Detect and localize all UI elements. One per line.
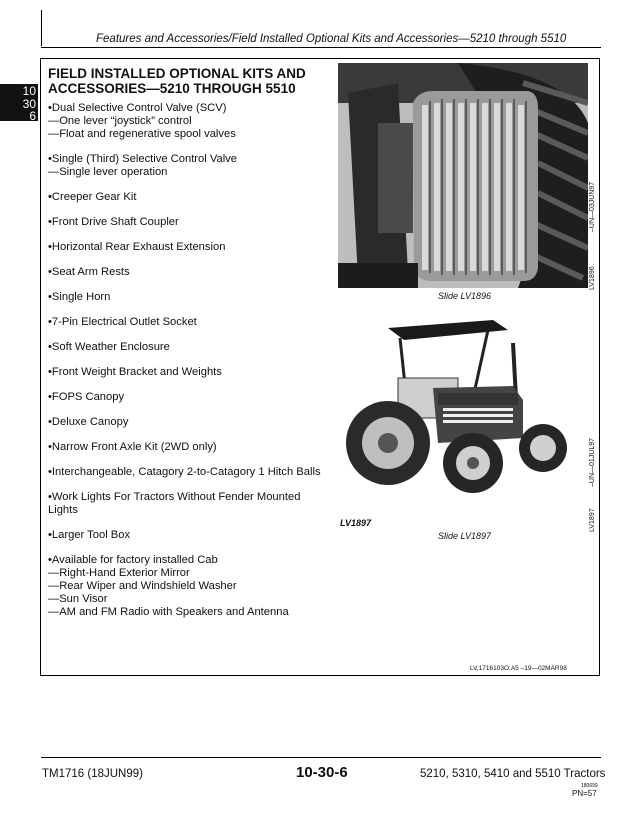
figure-caption: Slide LV1897: [438, 531, 492, 541]
section-title: [48, 66, 328, 96]
page-number: 10-30-6: [296, 764, 348, 781]
list-item-text: •Larger Tool Box: [48, 529, 131, 541]
list-item: [48, 341, 328, 354]
list-item: [48, 153, 328, 179]
manual-number: TM1716 (18JUN99): [42, 768, 143, 780]
figure-code: –UN—03JUN97: [589, 181, 596, 232]
list-item-text: •Deluxe Canopy: [48, 416, 129, 428]
list-item: [48, 391, 328, 404]
list-item-text: •FOPS Canopy: [48, 391, 125, 403]
list-item-text: •Work Lights For Tractors Without Fender Mounted: [48, 491, 301, 503]
list-item-subtext: —Rear Wiper and Windshield Washer: [48, 580, 237, 592]
list-item: [48, 554, 328, 619]
inset-label: LV1897: [340, 518, 372, 528]
title-line: FIELD INSTALLED OPTIONAL KITS AND: [48, 66, 306, 81]
list-item-subtext: —One lever “joystick” control: [48, 115, 192, 127]
list-item: [48, 366, 328, 379]
list-item-text: •Front Weight Bracket and Weights: [48, 366, 222, 378]
list-item-text: •Seat Arm Rests: [48, 266, 130, 278]
list-item: [48, 291, 328, 304]
running-header: Features and Accessories/Field Installed Optional Kits and Accessories—5210 through 5510: [96, 33, 567, 45]
list-item-text: •Horizontal Rear Exhaust Extension: [48, 241, 226, 253]
list-item-subtext: —Float and regenerative spool valves: [48, 128, 236, 140]
tab-line: 10: [22, 84, 36, 98]
list-item-subtext: —AM and FM Radio with Speakers and Antenna: [48, 606, 289, 618]
title-line: ACCESSORIES—5210 THROUGH 5510: [48, 81, 296, 96]
header-rule: [41, 10, 42, 46]
list-item: [48, 266, 328, 279]
list-item-text: •Single (Third) Selective Control Valve: [48, 153, 238, 165]
header-divider: [41, 47, 601, 48]
list-item: [48, 441, 328, 454]
print-date: 180699: [581, 783, 598, 789]
list-item: [48, 316, 328, 329]
tractor-photo: [338, 318, 588, 530]
tractor-models: 5210, 5310, 5410 and 5510 Tractors: [420, 768, 606, 780]
list-item: [48, 491, 328, 517]
tab-line: 30: [22, 96, 36, 111]
list-item-subtext: Lights: [48, 504, 78, 516]
pn-number: PN=57: [572, 789, 597, 798]
list-item: [48, 529, 328, 542]
front-weights-photo: [338, 63, 588, 288]
list-item-subtext: —Single lever operation: [48, 166, 168, 178]
list-item-text: •Single Horn: [48, 291, 111, 303]
list-item-text: •Soft Weather Enclosure: [48, 341, 170, 353]
list-item-text: •Dual Selective Control Valve (SCV): [48, 102, 227, 114]
figure-caption: Slide LV1896: [438, 291, 492, 301]
list-item: [48, 191, 328, 204]
list-item-text: •Creeper Gear Kit: [48, 191, 137, 203]
list-item: [48, 102, 328, 141]
list-item: [48, 416, 328, 429]
list-item-subtext: —Sun Visor: [48, 593, 108, 605]
document-reference: LV,1716103O,A5 –19—02MAR98: [470, 665, 567, 672]
list-item-text: •Interchangeable, Catagory 2-to-Catagory 1 Hitch Balls: [48, 466, 321, 478]
figure-code: LV1897: [589, 508, 596, 532]
list-item-text: •Available for factory installed Cab: [48, 554, 218, 566]
list-item: [48, 216, 328, 229]
list-item: [48, 466, 328, 479]
list-item-text: •Narrow Front Axle Kit (2WD only): [48, 441, 217, 453]
figure-code: LV1896: [589, 266, 596, 290]
list-item-subtext: —Right-Hand Exterior Mirror: [48, 567, 190, 579]
list-item-text: •7-Pin Electrical Outlet Socket: [48, 316, 197, 328]
figure-code: –UN—01JUL97: [589, 437, 596, 487]
list-item: [48, 241, 328, 254]
kit-list: [48, 102, 328, 619]
list-item-text: •Front Drive Shaft Coupler: [48, 216, 179, 228]
section-tab: [0, 84, 38, 121]
footer-divider: [41, 757, 601, 758]
tab-line: 6: [29, 109, 36, 123]
